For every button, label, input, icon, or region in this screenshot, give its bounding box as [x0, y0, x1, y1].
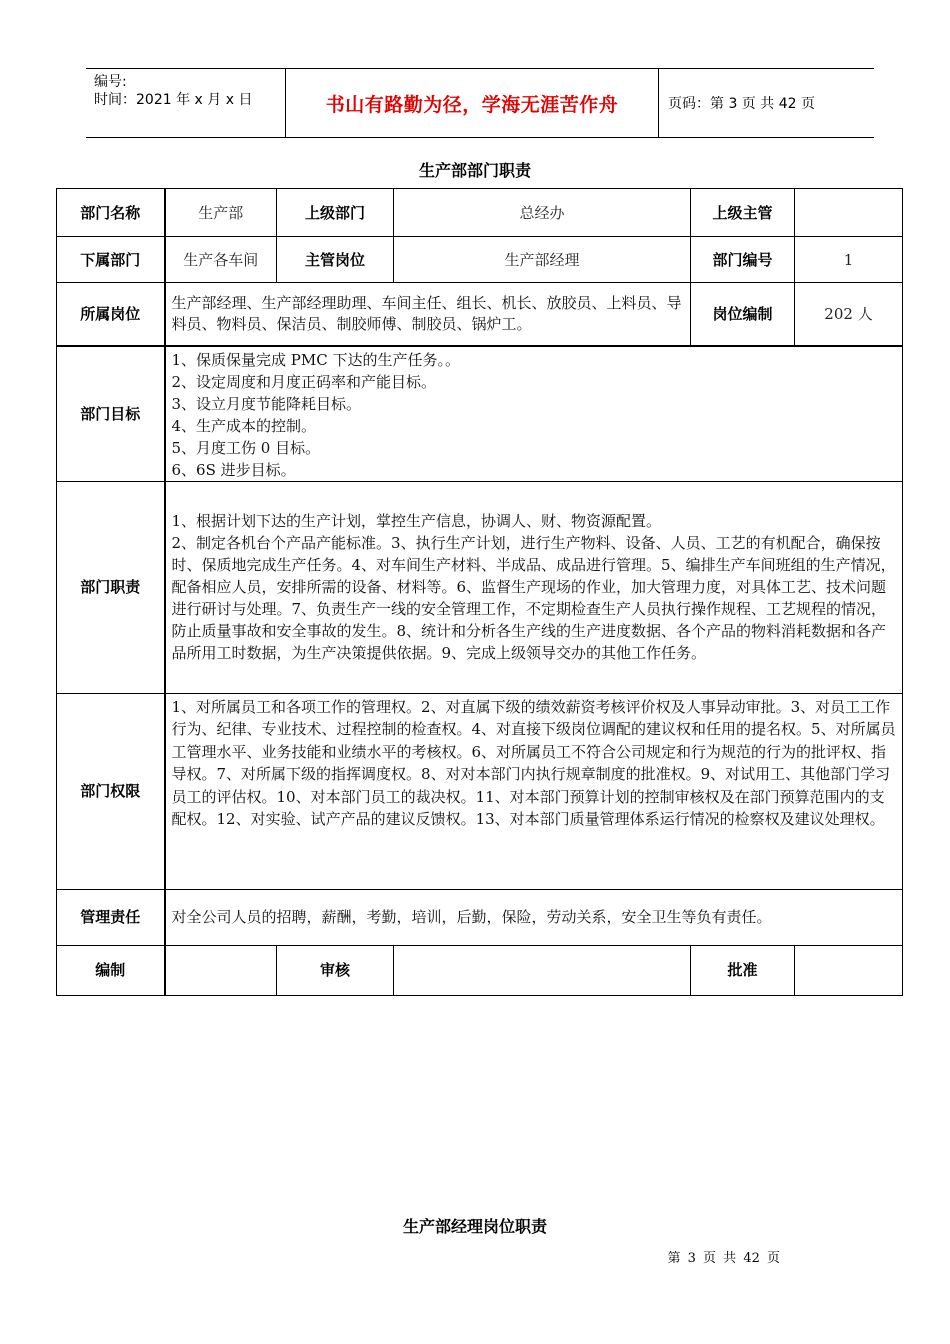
duties-text [165, 481, 903, 693]
department-duties-table [56, 188, 903, 996]
lead-post-label: 主管岗位 [277, 237, 394, 283]
header-motto-cell [285, 69, 659, 137]
goals-label: 部门目标 [57, 346, 165, 482]
goals-list [165, 346, 903, 482]
header-page-info: 页码：第 3 页 共 42 页 [668, 96, 815, 112]
page-header [86, 68, 874, 138]
page-number: 第 3 页 共 42 页 [667, 1251, 780, 1266]
table-row [57, 283, 903, 346]
authority-label: 部门权限 [57, 693, 165, 889]
doc-time-label: 时间：2021 年 x 月 x 日 [94, 92, 253, 108]
lead-post-value: 生产部经理 [394, 237, 691, 283]
list-item: 1、保质保量完成 PMC 下达的生产任务。。 [171, 350, 461, 369]
dept-code-value: 1 [795, 237, 903, 283]
authority-text: 1、对所属员工和各项工作的管理权。2、对直属下级的绩效薪资考核评价权及人事异动审批。3、对员工工作行为、纪律、专业技术、过程控制的检查权。4、对直接下级岗位调配的建议权和任用的提名权。5、对所属员工管理水平、业务技能和业绩水平的考核权。6、对所属员工不符合公司规定和行为规范的行为的批评权、指导权。7、对所属下级的指挥调度权。8、对对本部门内执行规章制度的批准权。9、对试用工、其他部门学习员工的评估权。10、对本部门员工的裁决权。11、对本部门预算计划的控制审核权及在部门预算范围内的支配权。12、对实验、试产产品的建议反馈权。13、对本部门质量管理体系运行情况的检察权及建议处理权。 [165, 693, 903, 889]
table-row [57, 889, 903, 945]
sub-dept-label: 下属部门 [57, 237, 165, 283]
sub-dept-value: 生产各车间 [165, 237, 277, 283]
approved-value [795, 945, 903, 995]
supervisor-label: 上级主管 [691, 189, 795, 237]
header-meta [86, 69, 285, 137]
duties-rest-items: 2、制定各机台个产品产能标准。3、执行生产计划，进行生产物料、设备、人员、工艺的有机配合，确保按时、保质地完成生产任务。4、对车间生产材料、半成品、成品进行管理。5、编排生产车间班组的生产情况，配备相应人员，安排所需的设备、材料等。6、监督生产现场的作业，加大管理力度，对具体工艺、技术问题进行研讨与处理。7、负责生产一线的安全管理工作，不定期检查生产人员执行操作规程、工艺规程的情况，防止质量事故和安全事故的发生。8、统计和分析各生产线的生产进度数据、各个产品的物料消耗数据和各产品所用工时数据，为生产决策提供依据。9、完成上级领导交办的其他工作任务。 [171, 534, 896, 662]
prepared-value [165, 945, 277, 995]
parent-dept-label: 上级部门 [277, 189, 394, 237]
dept-name-label: 部门名称 [57, 189, 165, 237]
approved-label: 批准 [691, 945, 795, 995]
table-row [57, 481, 903, 693]
prepared-label: 编制 [57, 945, 165, 995]
reviewed-label: 审核 [277, 945, 394, 995]
document-title: 生产部部门职责 [418, 161, 531, 180]
duties-first-item: 1、根据计划下达的生产计划，掌控生产信息，协调人、财、物资源配置。 [171, 512, 662, 530]
list-item: 4、生产成本的控制。 [171, 416, 317, 435]
next-section-title: 生产部经理岗位职责 [402, 1217, 547, 1236]
parent-dept-value: 总经办 [394, 189, 691, 237]
reviewed-value [394, 945, 691, 995]
posts-value: 生产部经理、生产部经理助理、车间主任、组长、机长、放胶员、上料员、导料员、物料员、保洁员、制胶师傅、制胶员、锅炉工。 [165, 283, 691, 346]
mgmt-text: 对全公司人员的招聘，薪酬，考勤，培训，后勤，保险，劳动关系，安全卫生等负有责任。 [165, 889, 903, 945]
dept-name-value: 生产部 [165, 189, 277, 237]
mgmt-label: 管理责任 [57, 889, 165, 945]
header-motto: 书山有路勤为径，学海无涯苦作舟 [325, 93, 619, 116]
doc-number-label: 编号: [94, 74, 127, 90]
table-row [57, 693, 903, 889]
table-row [57, 189, 903, 237]
headcount-value: 202 人 [795, 283, 903, 346]
table-row [57, 237, 903, 283]
table-row [57, 945, 903, 995]
dept-code-label: 部门编号 [691, 237, 795, 283]
list-item: 3、设立月度节能降耗目标。 [171, 394, 362, 413]
supervisor-value [795, 189, 903, 237]
duties-label: 部门职责 [57, 481, 165, 693]
list-item: 5、月度工伤 0 目标。 [171, 438, 321, 457]
headcount-label: 岗位编制 [691, 283, 795, 346]
table-row [57, 346, 903, 482]
list-item: 6、6S 进步目标。 [171, 460, 296, 479]
list-item: 2、设定周度和月度正码率和产能目标。 [171, 372, 437, 391]
posts-label: 所属岗位 [57, 283, 165, 346]
